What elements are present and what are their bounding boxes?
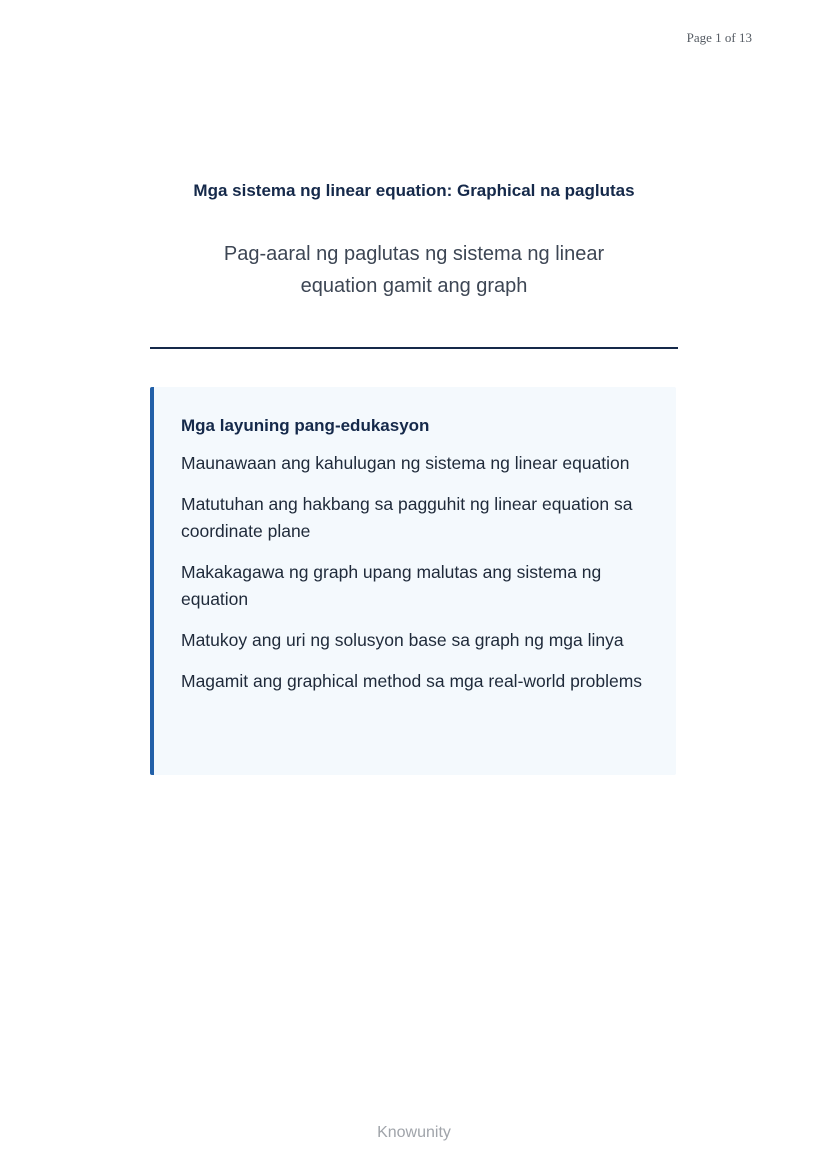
objective-item: Matutuhan ang hakbang sa pagguhit ng linear equation sa coordinate plane [181,494,633,541]
objective-item: Maunawaan ang kahulugan ng sistema ng linear equation [181,453,630,473]
footer-brand: Knowunity [377,1124,451,1141]
subtitle-line-2: equation gamit ang graph [300,275,528,297]
document-title: Mga sistema ng linear equation: Graphical na paglutas [193,181,635,200]
objective-item: Makakagawa ng graph upang malutas ang sistema ng equation [181,562,602,609]
learning-objectives-box [150,387,676,775]
subtitle-line-1: Pag-aaral ng paglutas ng sistema ng linear [223,243,605,265]
objective-item: Matukoy ang uri ng solusyon base sa graph ng mga linya [181,630,624,650]
page-number: Page 1 of 13 [686,30,752,45]
title-divider [150,347,678,349]
document-subtitle [164,238,664,302]
objectives-heading: Mga layuning pang-edukasyon [181,416,430,435]
objective-item: Magamit ang graphical method sa mga real-world problems [181,671,643,691]
objectives-list [181,450,656,695]
